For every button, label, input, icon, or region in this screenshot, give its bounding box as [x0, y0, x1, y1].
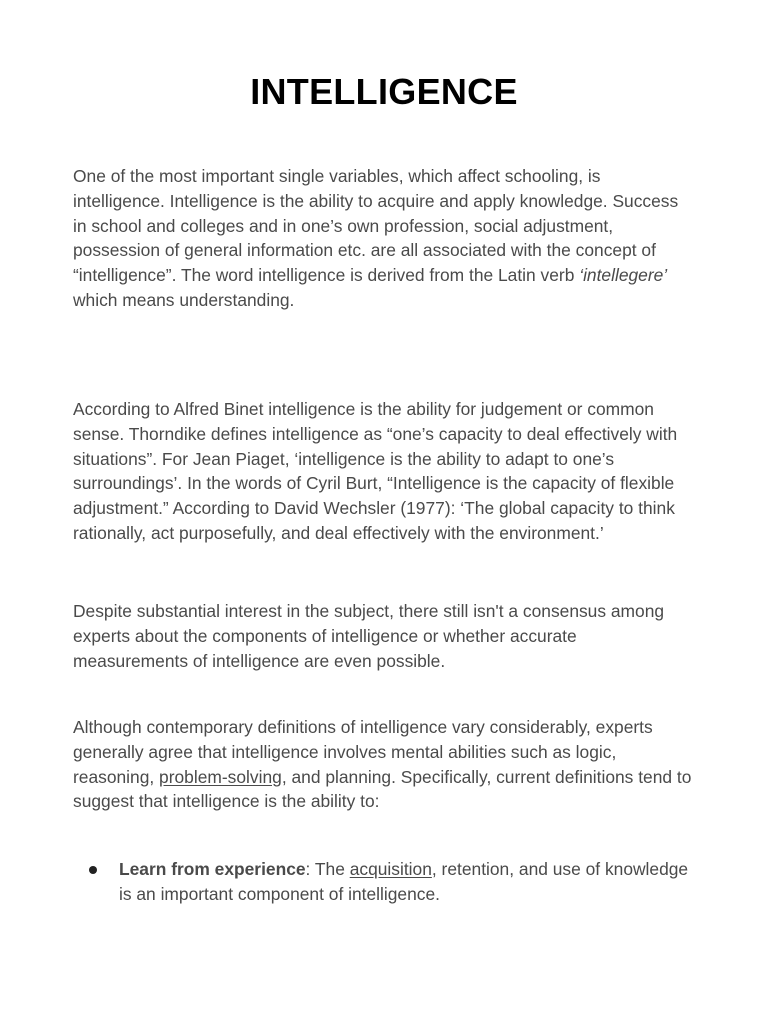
paragraph-text: One of the most important single variables, which affect schooling, is intelligence. Intelligence is the ability to acquire and apply knowledge. Success in school and colleges and in one’s own profession, social adjustment, possession of general information etc. are all associated with the concept of “intelligence”. The word intelligence is derived from the Latin verb	[73, 166, 679, 286]
paragraph-text: , and planning. Specifically, current definitions tend to suggest that intelligence is the ability to:	[73, 766, 692, 812]
paragraph-definition	[73, 164, 693, 313]
ability-list	[73, 857, 693, 907]
bullet-text: , retention, and use of knowledge is an important component of intelligence.	[119, 859, 689, 904]
acquisition-link[interactable]: acquisition	[349, 859, 432, 879]
list-item	[73, 857, 693, 907]
latin-term: ‘intellegere’	[579, 265, 668, 286]
paragraph-contemporary-definitions	[73, 715, 693, 814]
paragraph-definitions-by-authors: According to Alfred Binet intelligence is the ability for judgement or common sense. Thorndike defines intelligence as “one’s capacity to deal effectively with situations”. For Jean Piaget, ‘intelligence is the ability to adapt to one’s surroundings’. In the words of Cyril Burt, “Intelligence is the capacity of flexible adjustment.” According to David Wechsler (1977): ‘The global capacity to think rationally, act purposefully, and deal effectively with the environment.’	[73, 399, 678, 543]
bullet-icon	[89, 866, 97, 874]
paragraph-consensus: Despite substantial interest in the subject, there still isn't a consensus among experts about the components of intelligence or whether accurate measurements of intelligence are even possible.	[73, 601, 665, 671]
bullet-term: Learn from experience	[119, 859, 306, 879]
problem-solving-link[interactable]: problem-solving	[159, 766, 282, 787]
paragraph-text: which means understanding.	[73, 289, 295, 310]
bullet-text: : The	[305, 859, 350, 879]
page-title: INTELLIGENCE	[250, 71, 518, 112]
paragraph-text: Although contemporary definitions of intelligence vary considerably, experts generally agree that intelligence involves mental abilities such as logic, reasoning,	[73, 717, 653, 787]
